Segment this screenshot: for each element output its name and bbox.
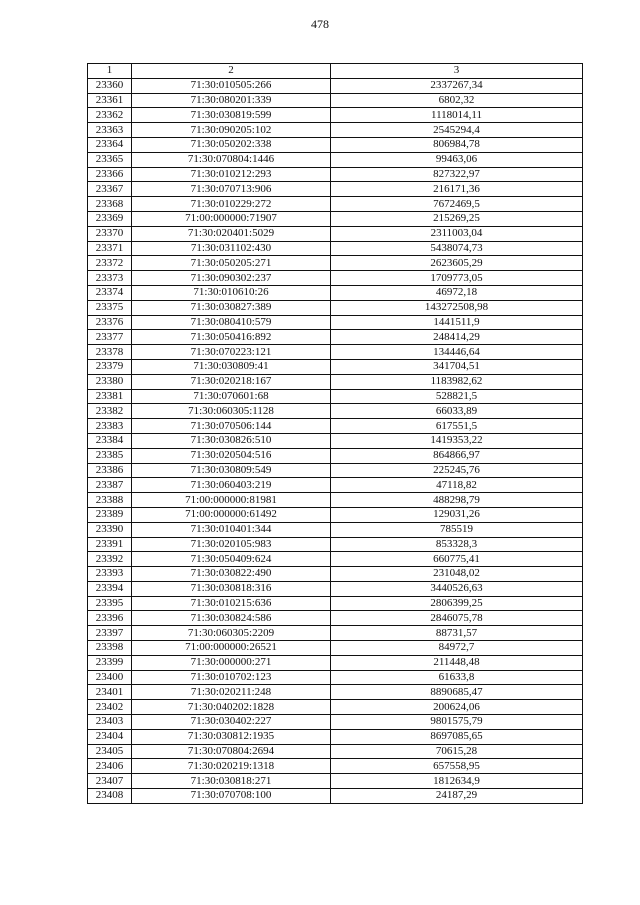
value-cell: 231048,02	[331, 567, 583, 582]
value-cell: 129031,26	[331, 507, 583, 522]
value-cell: 617551,5	[331, 419, 583, 434]
cadastral-number-cell: 71:30:020219:1318	[132, 759, 331, 774]
cadastral-number-cell: 71:30:010702:123	[132, 670, 331, 685]
cadastral-number-cell: 71:30:070506:144	[132, 419, 331, 434]
cadastral-number-cell: 71:00:000000:61492	[132, 507, 331, 522]
row-number-cell: 23373	[88, 271, 132, 286]
value-cell: 341704,51	[331, 359, 583, 374]
row-number-cell: 23383	[88, 419, 132, 434]
cadastral-number-cell: 71:30:060305:2209	[132, 626, 331, 641]
row-number-cell: 23367	[88, 182, 132, 197]
table-row	[88, 596, 583, 611]
row-number-cell: 23385	[88, 448, 132, 463]
cadastral-number-cell: 71:30:070713:906	[132, 182, 331, 197]
table-row	[88, 300, 583, 315]
value-cell: 216171,36	[331, 182, 583, 197]
table-row	[88, 463, 583, 478]
cadastral-number-cell: 71:30:020504:516	[132, 448, 331, 463]
cadastral-number-cell: 71:30:030818:271	[132, 774, 331, 789]
table-row	[88, 700, 583, 715]
table-row	[88, 744, 583, 759]
row-number-cell: 23377	[88, 330, 132, 345]
table-row	[88, 493, 583, 508]
value-cell: 657558,95	[331, 759, 583, 774]
row-number-cell: 23395	[88, 596, 132, 611]
row-number-cell: 23397	[88, 626, 132, 641]
row-number-cell: 23402	[88, 700, 132, 715]
row-number-cell: 23391	[88, 537, 132, 552]
value-cell: 2337267,34	[331, 78, 583, 93]
value-cell: 2623605,29	[331, 256, 583, 271]
table-row	[88, 78, 583, 93]
table-row	[88, 567, 583, 582]
cadastral-number-cell: 71:30:010610:26	[132, 285, 331, 300]
row-number-cell: 23379	[88, 359, 132, 374]
row-number-cell: 23364	[88, 137, 132, 152]
table-row	[88, 552, 583, 567]
table-row	[88, 123, 583, 138]
cadastral-number-cell: 71:00:000000:81981	[132, 493, 331, 508]
row-number-cell: 23374	[88, 285, 132, 300]
table-row	[88, 685, 583, 700]
value-cell: 70615,28	[331, 744, 583, 759]
table-row	[88, 285, 583, 300]
cadastral-number-cell: 71:30:090205:102	[132, 123, 331, 138]
cadastral-number-cell: 71:30:030822:490	[132, 567, 331, 582]
value-cell: 528821,5	[331, 389, 583, 404]
row-number-cell: 23387	[88, 478, 132, 493]
table-row	[88, 404, 583, 419]
row-number-cell: 23381	[88, 389, 132, 404]
row-number-cell: 23404	[88, 729, 132, 744]
table-row	[88, 315, 583, 330]
row-number-cell: 23384	[88, 433, 132, 448]
row-number-cell: 23376	[88, 315, 132, 330]
cadastral-number-cell: 71:30:030818:316	[132, 581, 331, 596]
row-number-cell: 23375	[88, 300, 132, 315]
value-cell: 660775,41	[331, 552, 583, 567]
row-number-cell: 23371	[88, 241, 132, 256]
cadastral-number-cell: 71:30:010215:636	[132, 596, 331, 611]
table-row	[88, 774, 583, 789]
header-row	[88, 64, 583, 79]
value-cell: 7672469,5	[331, 197, 583, 212]
table-row	[88, 759, 583, 774]
value-cell: 827322,97	[331, 167, 583, 182]
table-row	[88, 729, 583, 744]
row-number-cell: 23406	[88, 759, 132, 774]
row-number-cell: 23365	[88, 152, 132, 167]
value-cell: 853328,3	[331, 537, 583, 552]
data-table	[87, 63, 583, 804]
row-number-cell: 23366	[88, 167, 132, 182]
cadastral-number-cell: 71:30:080201:339	[132, 93, 331, 108]
row-number-cell: 23401	[88, 685, 132, 700]
table-row	[88, 167, 583, 182]
row-number-cell: 23400	[88, 670, 132, 685]
table-row	[88, 152, 583, 167]
value-cell: 806984,78	[331, 137, 583, 152]
value-cell: 215269,25	[331, 211, 583, 226]
cadastral-number-cell: 71:00:000000:26521	[132, 641, 331, 656]
table-row	[88, 226, 583, 241]
row-number-cell: 23386	[88, 463, 132, 478]
cadastral-number-cell: 71:30:000000:271	[132, 655, 331, 670]
table-row	[88, 581, 583, 596]
value-cell: 6802,32	[331, 93, 583, 108]
value-cell: 46972,18	[331, 285, 583, 300]
table-row	[88, 241, 583, 256]
row-number-cell: 23393	[88, 567, 132, 582]
row-number-cell: 23368	[88, 197, 132, 212]
column-header: 1	[88, 64, 132, 79]
row-number-cell: 23360	[88, 78, 132, 93]
value-cell: 248414,29	[331, 330, 583, 345]
cadastral-number-cell: 71:30:020211:248	[132, 685, 331, 700]
row-number-cell: 23372	[88, 256, 132, 271]
cadastral-number-cell: 71:30:020218:167	[132, 374, 331, 389]
value-cell: 2311003,04	[331, 226, 583, 241]
table-row	[88, 197, 583, 212]
cadastral-number-cell: 71:30:060403:219	[132, 478, 331, 493]
table-row	[88, 611, 583, 626]
value-cell: 134446,64	[331, 345, 583, 360]
row-number-cell: 23392	[88, 552, 132, 567]
column-header: 3	[331, 64, 583, 79]
cadastral-number-cell: 71:30:010505:266	[132, 78, 331, 93]
cadastral-number-cell: 71:30:070223:121	[132, 345, 331, 360]
table-row	[88, 655, 583, 670]
table-row	[88, 507, 583, 522]
table-row	[88, 108, 583, 123]
value-cell: 1183982,62	[331, 374, 583, 389]
page-number: 478	[311, 17, 329, 31]
cadastral-number-cell: 71:30:020105:983	[132, 537, 331, 552]
cadastral-number-cell: 71:30:090302:237	[132, 271, 331, 286]
value-cell: 864866,97	[331, 448, 583, 463]
value-cell: 66033,89	[331, 404, 583, 419]
row-number-cell: 23408	[88, 789, 132, 804]
row-number-cell: 23405	[88, 744, 132, 759]
table-row	[88, 389, 583, 404]
cadastral-number-cell: 71:30:070601:68	[132, 389, 331, 404]
row-number-cell: 23361	[88, 93, 132, 108]
table-row	[88, 478, 583, 493]
value-cell: 61633,8	[331, 670, 583, 685]
value-cell: 143272508,98	[331, 300, 583, 315]
value-cell: 200624,06	[331, 700, 583, 715]
row-number-cell: 23407	[88, 774, 132, 789]
row-number-cell: 23369	[88, 211, 132, 226]
table-row	[88, 256, 583, 271]
row-number-cell: 23394	[88, 581, 132, 596]
row-number-cell: 23382	[88, 404, 132, 419]
value-cell: 225245,76	[331, 463, 583, 478]
value-cell: 84972,7	[331, 641, 583, 656]
value-cell: 2806399,25	[331, 596, 583, 611]
cadastral-number-cell: 71:30:060305:1128	[132, 404, 331, 419]
cadastral-number-cell: 71:30:050409:624	[132, 552, 331, 567]
value-cell: 2846075,78	[331, 611, 583, 626]
row-number-cell: 23388	[88, 493, 132, 508]
table-row	[88, 789, 583, 804]
table-row	[88, 359, 583, 374]
value-cell: 8697085,65	[331, 729, 583, 744]
row-number-cell: 23370	[88, 226, 132, 241]
table-row	[88, 345, 583, 360]
table-row	[88, 641, 583, 656]
value-cell: 785519	[331, 522, 583, 537]
value-cell: 8890685,47	[331, 685, 583, 700]
row-number-cell: 23403	[88, 715, 132, 730]
cadastral-number-cell: 71:30:040202:1828	[132, 700, 331, 715]
cadastral-number-cell: 71:30:070708:100	[132, 789, 331, 804]
row-number-cell: 23390	[88, 522, 132, 537]
table-body	[88, 78, 583, 803]
table-row	[88, 419, 583, 434]
table-row	[88, 93, 583, 108]
cadastral-number-cell: 71:30:030824:586	[132, 611, 331, 626]
table-row	[88, 182, 583, 197]
cadastral-number-cell: 71:30:050205:271	[132, 256, 331, 271]
row-number-cell: 23362	[88, 108, 132, 123]
value-cell: 488298,79	[331, 493, 583, 508]
table-row	[88, 374, 583, 389]
value-cell: 24187,29	[331, 789, 583, 804]
value-cell: 211448,48	[331, 655, 583, 670]
row-number-cell: 23363	[88, 123, 132, 138]
cadastral-number-cell: 71:30:070804:1446	[132, 152, 331, 167]
value-cell: 5438074,73	[331, 241, 583, 256]
cadastral-number-cell: 71:30:030827:389	[132, 300, 331, 315]
table-row	[88, 670, 583, 685]
table-row	[88, 137, 583, 152]
row-number-cell: 23396	[88, 611, 132, 626]
cadastral-number-cell: 71:30:010229:272	[132, 197, 331, 212]
table-row	[88, 522, 583, 537]
row-number-cell: 23398	[88, 641, 132, 656]
table-row	[88, 271, 583, 286]
table-row	[88, 715, 583, 730]
table-row	[88, 537, 583, 552]
column-header: 2	[132, 64, 331, 79]
cadastral-number-cell: 71:30:070804:2694	[132, 744, 331, 759]
value-cell: 99463,06	[331, 152, 583, 167]
value-cell: 9801575,79	[331, 715, 583, 730]
table-row	[88, 448, 583, 463]
cadastral-number-cell: 71:30:031102:430	[132, 241, 331, 256]
table-row	[88, 626, 583, 641]
cadastral-number-cell: 71:30:010401:344	[132, 522, 331, 537]
value-cell: 1118014,11	[331, 108, 583, 123]
value-cell: 1419353,22	[331, 433, 583, 448]
value-cell: 1812634,9	[331, 774, 583, 789]
cadastral-number-cell: 71:30:030819:599	[132, 108, 331, 123]
value-cell: 88731,57	[331, 626, 583, 641]
table-row	[88, 330, 583, 345]
cadastral-number-cell: 71:30:030809:41	[132, 359, 331, 374]
row-number-cell: 23380	[88, 374, 132, 389]
cadastral-number-cell: 71:30:080410:579	[132, 315, 331, 330]
cadastral-number-cell: 71:30:030812:1935	[132, 729, 331, 744]
value-cell: 2545294,4	[331, 123, 583, 138]
value-cell: 1709773,05	[331, 271, 583, 286]
value-cell: 47118,82	[331, 478, 583, 493]
value-cell: 3440526,63	[331, 581, 583, 596]
table-row	[88, 211, 583, 226]
cadastral-number-cell: 71:30:030826:510	[132, 433, 331, 448]
cadastral-number-cell: 71:30:020401:5029	[132, 226, 331, 241]
cadastral-number-cell: 71:30:030809:549	[132, 463, 331, 478]
table-header	[88, 64, 583, 79]
cadastral-number-cell: 71:30:010212:293	[132, 167, 331, 182]
table-row	[88, 433, 583, 448]
row-number-cell: 23378	[88, 345, 132, 360]
cadastral-number-cell: 71:30:050416:892	[132, 330, 331, 345]
cadastral-number-cell: 71:00:000000:71907	[132, 211, 331, 226]
cadastral-number-cell: 71:30:050202:338	[132, 137, 331, 152]
cadastral-number-cell: 71:30:030402:227	[132, 715, 331, 730]
row-number-cell: 23389	[88, 507, 132, 522]
value-cell: 1441511,9	[331, 315, 583, 330]
row-number-cell: 23399	[88, 655, 132, 670]
